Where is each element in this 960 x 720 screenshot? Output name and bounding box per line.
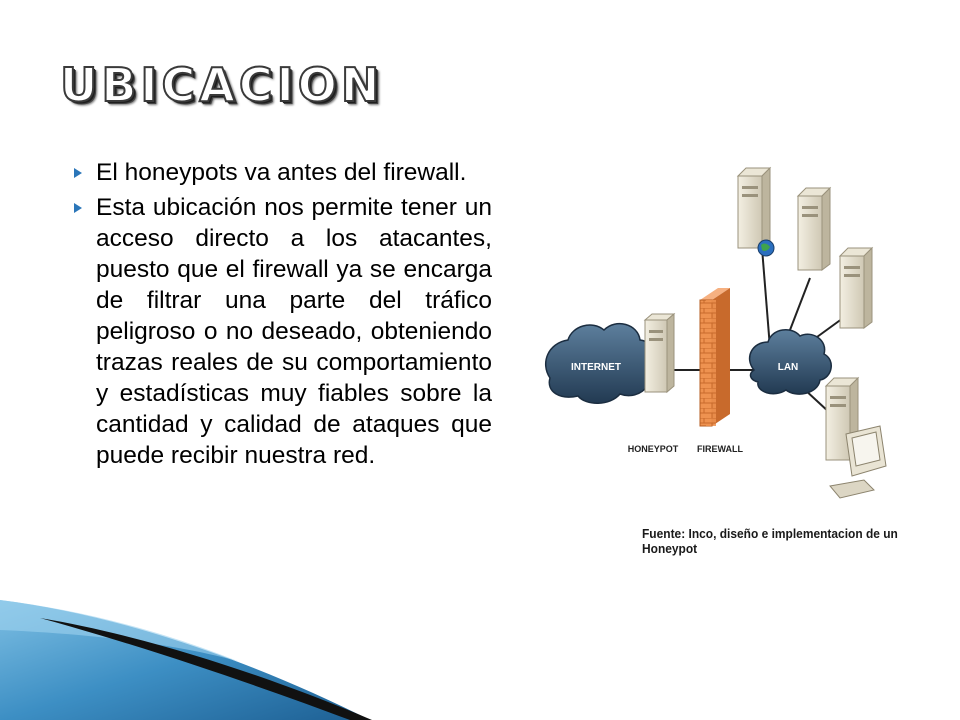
lan-label: LAN (777, 362, 799, 373)
lan-cloud-icon (750, 330, 832, 394)
decorative-swoosh (0, 590, 960, 720)
bullet-text: Esta ubicación nos permite tener un acceso directo a los atacantes, puesto que el firewall ya se encarga de filtrar una parte del tráfico peligroso o no deseado, obteniendo trazas reales de su comportamiento y estadísticas muy fiables sobre la cantidad y calidad de ataques que puede recibir nuestra red. (96, 194, 492, 469)
server-icon (798, 188, 830, 270)
server-icon (840, 248, 872, 328)
server-icon (738, 168, 774, 256)
internet-label: INTERNET (571, 362, 621, 373)
internet-cloud-icon (546, 324, 655, 404)
bullet-item (72, 157, 492, 188)
bullet-text: El honeypots va antes del firewall. (96, 159, 467, 186)
bullet-item (72, 192, 492, 471)
bullet-arrow-icon (74, 168, 82, 178)
network-diagram (540, 148, 900, 548)
workstation-icon (826, 378, 886, 498)
bullet-arrow-icon (74, 203, 82, 213)
firewall-label: FIREWALL (697, 444, 743, 454)
slide-title: UBICACION (60, 58, 384, 112)
bullet-list (72, 157, 492, 475)
honeypot-label: HONEYPOT (627, 444, 679, 454)
diagram-caption: Fuente: Inco, diseño e implementacion de un Honeypot (642, 526, 898, 556)
